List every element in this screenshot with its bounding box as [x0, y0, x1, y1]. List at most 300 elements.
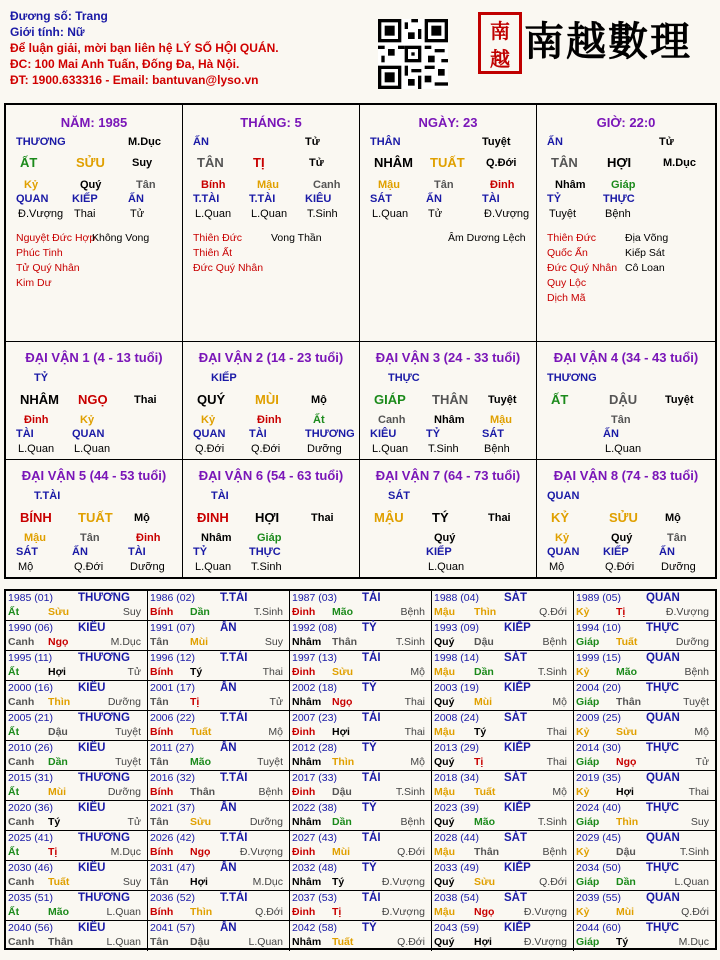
dai-van-stem: QUÝ — [197, 392, 226, 407]
star-list — [193, 231, 263, 276]
hidden-phase: L.Quan — [195, 561, 232, 573]
year-stem: Ất — [8, 786, 20, 798]
hidden-stem: Tân — [80, 532, 100, 544]
year-phase: T.Sinh — [253, 606, 283, 618]
year-god: KIÊU — [78, 622, 106, 634]
hidden-phase: Q.Đới — [605, 561, 635, 573]
hidden-stem: Bính — [201, 179, 226, 191]
hidden-god: QUAN — [16, 193, 49, 205]
year-label: 2017 (33) — [292, 772, 337, 784]
year-stem: Nhâm — [292, 876, 322, 888]
year-stem: Mậu — [434, 846, 455, 858]
year-label: 2036 (52) — [150, 892, 195, 904]
year-cell — [290, 921, 432, 951]
hidden-phase: Q.Đới — [195, 443, 225, 455]
hidden-stem: Giáp — [611, 179, 636, 191]
dai-van-title: ĐẠI VẬN 3 (24 - 33 tuổi) — [375, 350, 521, 365]
star-item: Đức Quý Nhân — [547, 262, 618, 274]
year-label: 1986 (02) — [150, 592, 195, 604]
year-branch: Ngọ — [48, 636, 69, 648]
year-cell — [574, 621, 715, 651]
year-branch: Tý — [474, 726, 487, 738]
year-cell — [432, 741, 574, 771]
pillar-cell — [537, 105, 715, 342]
year-branch: Mão — [48, 906, 69, 918]
hidden-phase: Bệnh — [484, 443, 510, 455]
year-cell — [290, 651, 432, 681]
year-phase: Thai — [546, 726, 567, 738]
year-phase: Thai — [262, 666, 283, 678]
year-phase: M.Dục — [678, 936, 709, 948]
year-label: 2012 (28) — [292, 742, 337, 754]
header-info — [10, 8, 279, 88]
year-cell — [6, 801, 148, 831]
red-seal: 南越 — [478, 12, 522, 74]
pillar-branch: TUẤT — [430, 155, 465, 170]
year-branch: Tý — [616, 936, 629, 948]
year-god: TỶ — [362, 622, 377, 634]
year-phase: Tử — [695, 756, 709, 768]
hidden-stem: Ất — [313, 414, 325, 426]
pillar-state: Suy — [132, 157, 153, 169]
pillar-state: Tử — [309, 157, 324, 169]
year-label: 2034 (50) — [576, 862, 621, 874]
hidden-phase: L.Quan — [195, 208, 232, 220]
pillar-stem: TÂN — [197, 155, 224, 170]
year-phase: Tuyệt — [683, 696, 709, 708]
year-phase: Mộ — [552, 786, 567, 798]
pillar-stem: TÂN — [551, 155, 578, 170]
pillar-title: THÁNG: 5 — [240, 115, 302, 130]
year-label: 2039 (55) — [576, 892, 621, 904]
pillar-cell — [6, 105, 183, 342]
hidden-god: TỶ — [547, 193, 562, 205]
year-god: ẤN — [220, 742, 237, 754]
pillar-title: NĂM: 1985 — [60, 115, 128, 130]
year-phase: Bệnh — [542, 846, 567, 858]
hidden-phase: L.Quan — [605, 443, 642, 455]
year-branch: Hợi — [616, 786, 634, 798]
year-label: 2019 (35) — [576, 772, 621, 784]
year-phase: Đ.Vượng — [523, 936, 567, 948]
hidden-god: ẤN — [603, 428, 619, 440]
dai-van-stem: ẤT — [551, 392, 569, 407]
year-stem: Giáp — [576, 636, 600, 648]
hidden-phase: Dưỡng — [661, 561, 696, 573]
year-stem: Kỷ — [576, 726, 590, 738]
year-cell — [432, 801, 574, 831]
year-god: TÀI — [362, 832, 381, 844]
year-label: 1994 (10) — [576, 622, 621, 634]
star-item: Vong Thần — [271, 232, 322, 244]
year-label: 2035 (51) — [8, 892, 53, 904]
year-label: 1991 (07) — [150, 622, 195, 634]
year-stem: Giáp — [576, 816, 600, 828]
year-god: QUAN — [646, 892, 680, 904]
year-branch: Mão — [616, 666, 637, 678]
hidden-stem: Kỷ — [80, 414, 95, 426]
year-god: TÀI — [362, 712, 381, 724]
year-phase: Suy — [122, 606, 141, 618]
pillar-branch: SỬU — [76, 155, 105, 170]
year-cell — [290, 801, 432, 831]
year-god: SÁT — [504, 772, 527, 784]
year-stem: Kỷ — [576, 786, 590, 798]
year-phase: Thai — [688, 786, 709, 798]
year-god: T.TÀI — [220, 892, 248, 904]
year-branch: Hợi — [190, 876, 208, 888]
year-god: THỰC — [646, 802, 680, 814]
pillar-state: M.Dục — [663, 157, 696, 169]
year-branch: Thân — [332, 636, 358, 648]
qr-code-icon — [378, 19, 448, 89]
year-branch: Mùi — [48, 786, 67, 798]
year-label: 1995 (11) — [8, 652, 53, 664]
year-stem: Bính — [150, 786, 174, 798]
star-item: Nguyệt Đức Hợp — [16, 232, 96, 244]
year-god: TỶ — [362, 862, 377, 874]
year-stem: Canh — [8, 696, 35, 708]
year-cell — [574, 681, 715, 711]
year-label: 2022 (38) — [292, 802, 337, 814]
year-god: THƯƠNG — [78, 592, 130, 604]
pillar-top-god: THÂN — [370, 136, 401, 148]
hidden-stem: Nhâm — [434, 414, 465, 426]
dai-van-stem: ĐINH — [197, 510, 229, 525]
year-stem: Đinh — [292, 786, 316, 798]
hidden-god: KIÊU — [370, 428, 397, 440]
year-stem: Đinh — [292, 726, 316, 738]
owner-name: Đương số: Trang — [10, 9, 108, 23]
year-stem: Quý — [434, 696, 455, 708]
year-stem: Giáp — [576, 696, 600, 708]
star-item: Dịch Mã — [547, 292, 586, 304]
year-god: THƯƠNG — [78, 652, 130, 664]
year-branch: Mão — [474, 816, 495, 828]
contact-line: Để luận giải, mời bạn liên hệ LÝ SỐ HỘI QUÁN. — [10, 41, 279, 55]
star-list — [16, 231, 95, 291]
dai-van-god: THƯƠNG — [547, 372, 597, 384]
year-branch: Tý — [48, 816, 61, 828]
year-branch: Sửu — [48, 606, 70, 618]
hidden-stem: Giáp — [257, 532, 282, 544]
hidden-stem: Mậu — [378, 179, 400, 191]
year-god: KIÊU — [78, 742, 106, 754]
year-label: 2021 (37) — [150, 802, 195, 814]
hidden-phase: Dưỡng — [307, 443, 342, 455]
year-god: ẤN — [220, 622, 237, 634]
year-phase: L.Quan — [674, 876, 709, 888]
dai-van-title: ĐẠI VẬN 8 (74 - 83 tuổi) — [553, 468, 699, 483]
year-stem: Ất — [8, 606, 20, 618]
year-god: KIÊU — [78, 922, 106, 934]
year-label: 2028 (44) — [434, 832, 479, 844]
star-list — [547, 231, 617, 306]
year-god: T.TÀI — [220, 712, 248, 724]
year-cell — [290, 621, 432, 651]
year-branch: Sửu — [332, 666, 354, 678]
year-stem: Tân — [150, 816, 169, 828]
year-branch: Hợi — [332, 726, 350, 738]
hidden-god: ẤN — [426, 193, 442, 205]
year-stem: Tân — [150, 756, 169, 768]
dai-van-state: Thai — [488, 512, 511, 524]
hidden-god: THỰC — [603, 193, 635, 205]
year-label: 2025 (41) — [8, 832, 53, 844]
year-cell — [432, 861, 574, 891]
star-item: Đức Quý Nhân — [193, 262, 264, 274]
year-god: SÁT — [504, 592, 527, 604]
star-item: Tử Quý Nhân — [16, 262, 80, 274]
year-label: 1988 (04) — [434, 592, 479, 604]
year-god: THƯƠNG — [78, 772, 130, 784]
year-god: KIÊU — [78, 862, 106, 874]
year-cell — [432, 921, 574, 951]
hidden-stem: Canh — [313, 179, 341, 191]
hidden-stem: Quý — [434, 532, 456, 544]
year-label: 2008 (24) — [434, 712, 479, 724]
year-cell — [148, 921, 290, 951]
year-god: SÁT — [504, 652, 527, 664]
year-phase: L.Quan — [106, 906, 141, 918]
year-label: 2027 (43) — [292, 832, 337, 844]
year-phase: Tuyệt — [115, 726, 141, 738]
year-branch: Dậu — [332, 786, 352, 798]
year-branch: Hợi — [48, 666, 66, 678]
year-label: 2037 (53) — [292, 892, 337, 904]
year-stem: Giáp — [576, 936, 600, 948]
hidden-stem: Mậu — [257, 179, 279, 191]
year-branch: Tị — [474, 756, 484, 768]
hidden-stem: Mậu — [490, 414, 512, 426]
star-list-right — [92, 231, 149, 246]
year-stem: Ất — [8, 906, 20, 918]
year-cell — [432, 711, 574, 741]
year-phase: Đ.Vượng — [381, 906, 425, 918]
year-cell — [290, 711, 432, 741]
year-label: 1990 (06) — [8, 622, 53, 634]
hidden-god: KIẾP — [426, 546, 452, 558]
hidden-god: QUAN — [193, 428, 226, 440]
year-branch: Thìn — [190, 906, 213, 918]
year-cell — [148, 771, 290, 801]
year-label: 2043 (59) — [434, 922, 479, 934]
year-label: 2040 (56) — [8, 922, 53, 934]
pillar-cell — [183, 105, 360, 342]
year-cell — [574, 861, 715, 891]
year-branch: Sửu — [616, 726, 638, 738]
dai-van-cell — [183, 342, 360, 460]
year-branch: Thìn — [332, 756, 355, 768]
dai-van-stem: KỶ — [551, 510, 570, 525]
year-stem: Nhâm — [292, 696, 322, 708]
year-god: T.TÀI — [220, 592, 248, 604]
year-branch: Tị — [48, 846, 58, 858]
year-stem: Bính — [150, 606, 174, 618]
year-branch: Mùi — [474, 696, 493, 708]
year-stem: Đinh — [292, 606, 316, 618]
year-label: 2003 (19) — [434, 682, 479, 694]
year-label: 2030 (46) — [8, 862, 53, 874]
star-item: Quy Lộc — [547, 277, 587, 289]
year-phase: M.Dục — [252, 876, 283, 888]
year-phase: Bệnh — [258, 786, 283, 798]
hidden-god: TÀI — [482, 193, 500, 205]
year-cell — [574, 891, 715, 921]
year-phase: Đ.Vượng — [239, 846, 283, 858]
year-god: TÀI — [362, 652, 381, 664]
dai-van-state: Thai — [311, 512, 334, 524]
dai-van-title: ĐẠI VẬN 1 (4 - 13 tuổi) — [25, 350, 163, 365]
year-stem: Kỷ — [576, 906, 590, 918]
year-branch: Tuất — [332, 936, 354, 948]
year-branch: Ngọ — [616, 756, 637, 768]
year-god: TÀI — [362, 772, 381, 784]
year-phase: Q.Đới — [255, 906, 283, 918]
year-label: 1993 (09) — [434, 622, 479, 634]
dai-van-state: Thai — [134, 394, 157, 406]
year-branch: Thìn — [616, 816, 639, 828]
year-god: ẤN — [220, 682, 237, 694]
dai-van-state: Mộ — [134, 512, 150, 524]
year-branch: Mùi — [616, 906, 635, 918]
year-phase: Q.Đới — [539, 606, 567, 618]
star-item: Kiếp Sát — [625, 247, 665, 259]
year-stem: Đinh — [292, 906, 316, 918]
dai-van-god: T.TÀI — [34, 490, 61, 502]
year-stem: Bính — [150, 726, 174, 738]
year-label: 2011 (27) — [150, 742, 195, 754]
dai-van-god: TỶ — [34, 372, 49, 384]
hidden-god: TÀI — [128, 546, 146, 558]
hidden-stem: Nhâm — [555, 179, 586, 191]
year-stem: Canh — [8, 936, 35, 948]
year-phase: Đ.Vượng — [665, 606, 709, 618]
hidden-god: KIÊU — [305, 193, 332, 205]
year-cell — [574, 831, 715, 861]
phone-email-line: ĐT: 1900.633316 - Email: bantuvan@lyso.vn — [10, 73, 259, 87]
year-god: ẤN — [220, 862, 237, 874]
dai-van-cell — [537, 460, 715, 577]
year-branch: Tị — [616, 606, 626, 618]
year-stem: Kỷ — [576, 666, 590, 678]
pillar-stem: ẤT — [20, 155, 38, 170]
brand-logo: 南越數理 — [524, 18, 692, 65]
hidden-god: TÀI — [16, 428, 34, 440]
hidden-stem: Tân — [611, 414, 631, 426]
year-cell — [6, 891, 148, 921]
year-cell — [6, 831, 148, 861]
hidden-phase: L.Quan — [372, 208, 409, 220]
year-stem: Bính — [150, 666, 174, 678]
hidden-stem: Tân — [434, 179, 454, 191]
year-label: 1987 (03) — [292, 592, 337, 604]
dai-van-state: Mộ — [665, 512, 681, 524]
hidden-god: THỰC — [249, 546, 281, 558]
dai-van-title: ĐẠI VẬN 4 (34 - 43 tuổi) — [553, 350, 699, 365]
star-item: Không Vong — [92, 232, 150, 244]
year-branch: Thân — [190, 786, 216, 798]
year-phase: Suy — [264, 636, 283, 648]
year-label: 2038 (54) — [434, 892, 479, 904]
hidden-phase: Mộ — [18, 561, 34, 573]
year-label: 2032 (48) — [292, 862, 337, 874]
year-stem: Kỷ — [576, 846, 590, 858]
year-cell — [6, 771, 148, 801]
year-phase: Thai — [404, 726, 425, 738]
year-phase: Bệnh — [684, 666, 709, 678]
hidden-phase: L.Quan — [372, 443, 409, 455]
year-branch: Ngọ — [332, 696, 353, 708]
hidden-phase: L.Quan — [74, 443, 111, 455]
year-label: 2002 (18) — [292, 682, 337, 694]
year-label: 2020 (36) — [8, 802, 53, 814]
year-stem: Ất — [8, 726, 20, 738]
year-stem: Tân — [150, 636, 169, 648]
pillar-top-state: Tử — [305, 136, 320, 148]
dai-van-title: ĐẠI VẬN 2 (14 - 23 tuổi) — [198, 350, 344, 365]
year-stem: Canh — [8, 756, 35, 768]
pillar-state: Q.Đới — [486, 157, 517, 169]
year-phase: Dưỡng — [675, 636, 709, 648]
year-god: THƯƠNG — [78, 832, 130, 844]
year-god: TỶ — [362, 742, 377, 754]
year-cell — [148, 681, 290, 711]
hidden-phase: Tử — [428, 208, 443, 220]
hidden-god: SÁT — [16, 546, 38, 558]
hidden-god: QUAN — [72, 428, 105, 440]
year-stem: Kỷ — [576, 606, 590, 618]
year-label: 2023 (39) — [434, 802, 479, 814]
year-phase: Mộ — [694, 726, 709, 738]
year-phase: Tử — [127, 666, 141, 678]
year-god: QUAN — [646, 832, 680, 844]
year-cell — [574, 711, 715, 741]
dai-van-branch: HỢI — [255, 510, 280, 525]
hidden-stem: Tân — [136, 179, 156, 191]
year-phase: Dưỡng — [107, 696, 141, 708]
hidden-god: ẤN — [128, 193, 144, 205]
year-phase: M.Dục — [110, 636, 141, 648]
hidden-phase: L.Quan — [428, 561, 465, 573]
dai-van-branch: MÙI — [255, 392, 279, 407]
year-phase: T.Sinh — [537, 666, 567, 678]
year-phase: M.Dục — [110, 846, 141, 858]
star-list-right — [625, 231, 668, 276]
dai-van-branch: SỬU — [609, 510, 638, 525]
year-branch: Tị — [332, 906, 342, 918]
year-stem: Mậu — [434, 666, 455, 678]
star-item: Thiên Ất — [193, 247, 233, 259]
year-cell — [290, 861, 432, 891]
year-god: SÁT — [504, 832, 527, 844]
year-cell — [290, 831, 432, 861]
dai-van-god: QUAN — [547, 490, 580, 502]
year-phase: Q.Đới — [397, 936, 425, 948]
dai-van-title: ĐẠI VẬN 5 (44 - 53 tuổi) — [21, 468, 167, 483]
year-branch: Thân — [474, 846, 500, 858]
year-label: 2042 (58) — [292, 922, 337, 934]
hidden-phase: T.Sinh — [428, 443, 459, 455]
pillar-branch: TỊ — [253, 155, 265, 170]
year-label: 2005 (21) — [8, 712, 53, 724]
year-label: 2007 (23) — [292, 712, 337, 724]
dai-van-branch: TÝ — [432, 510, 449, 525]
year-god: T.TÀI — [220, 772, 248, 784]
dai-van-god: TÀI — [211, 490, 229, 502]
dai-van-cell — [6, 460, 183, 577]
year-cell — [574, 921, 715, 951]
